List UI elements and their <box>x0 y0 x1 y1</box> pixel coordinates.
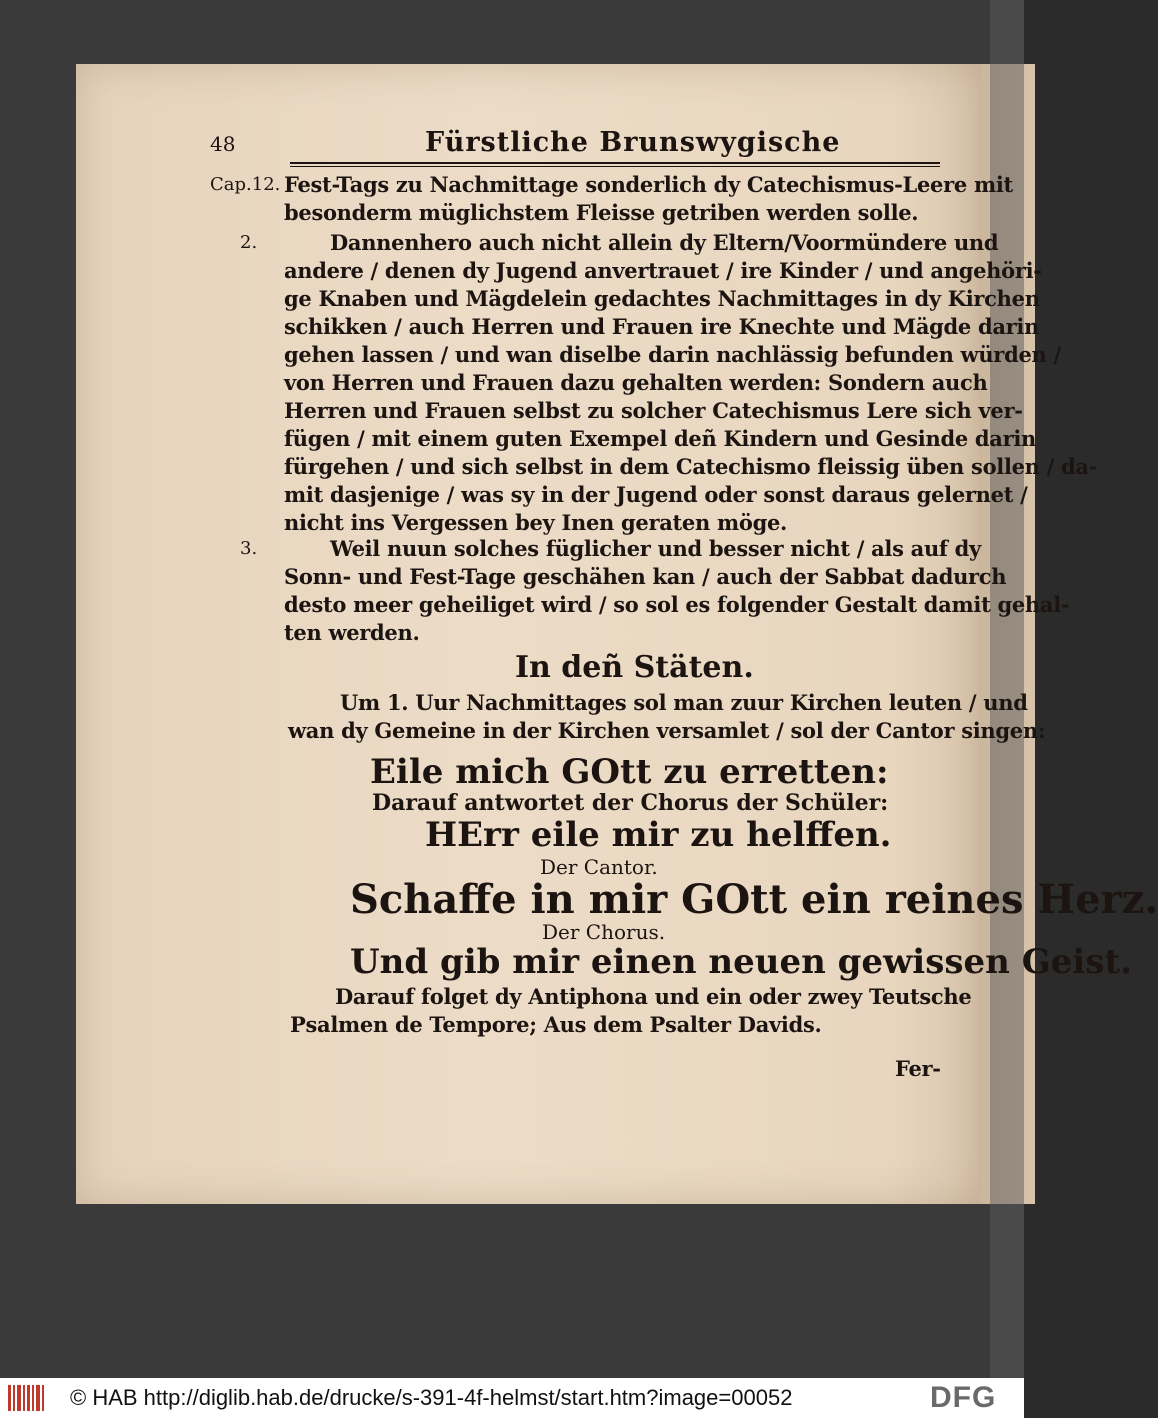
liturgy-rubric: Darauf antwortet der Chorus der Schüler: <box>372 790 889 816</box>
text-line: Darauf folget dy Antiphona und ein oder zwey Teutsche <box>335 984 972 1009</box>
text-line: ge Knaben und Mägdelein gedachtes Nachmittages in dy Kirchen <box>284 286 1040 311</box>
text-line: fürgehen / und sich selbst in dem Catechismo fleissig üben sollen / da- <box>284 454 1098 479</box>
paragraph-number: 2. <box>240 232 258 253</box>
text-line: ten werden. <box>284 620 420 645</box>
text-line: mit dasjenige / was sy in der Jugend oder sonst daraus gelernet / <box>284 482 1028 507</box>
text-line: Psalmen de Tempore; Aus dem Psalter Davids. <box>290 1012 822 1037</box>
liturgy-verse: HErr eile mir zu helffen. <box>425 815 892 855</box>
credit-link[interactable]: © HAB http://diglib.hab.de/drucke/s-391-4f-helmst/start.htm?image=00052 <box>70 1385 793 1410</box>
text-line: wan dy Gemeine in der Kirchen versamlet / sol der Cantor singen: <box>288 718 1046 743</box>
text-line: andere / denen dy Jugend anvertrauet / ire Kinder / und angehöri- <box>284 258 1042 283</box>
header-rule-thin <box>290 166 940 167</box>
text-line: von Herren und Frauen dazu gehalten werden: Sondern auch <box>284 370 988 395</box>
text-line: Fest-Tags zu Nachmittage sonderlich dy Catechismus-Leere mit <box>284 172 1013 197</box>
text-line: Sonn- und Fest-Tage geschähen kan / auch der Sabbat dadurch <box>284 564 1007 589</box>
text-line: fügen / mit einem guten Exempel deñ Kindern und Gesinde darin <box>284 426 1037 451</box>
binding-strip <box>990 0 1024 1378</box>
barcode-icon <box>8 1383 48 1413</box>
liturgy-verse: Eile mich GOtt zu erretten: <box>370 752 889 792</box>
text-line: schikken / auch Herren und Frauen ire Knechte und Mägde darin <box>284 314 1040 339</box>
chapter-marker: Cap.12. <box>210 174 281 195</box>
text-line: Weil nuun solches füglicher und besser nicht / als auf dy <box>330 536 981 561</box>
text-line: besonderm müglichstem Fleisse getriben werden solle. <box>284 200 919 225</box>
liturgy-verse: Und gib mir einen neuen gewissen Geist. <box>350 942 1132 982</box>
page-number: 48 <box>210 132 236 156</box>
header-rule <box>290 162 940 164</box>
text-line: desto meer geheiliget wird / so sol es folgender Gestalt damit gehal- <box>284 592 1070 617</box>
catchword: Fer- <box>895 1056 941 1081</box>
liturgy-verse: Schaffe in mir GOtt ein reines Herz. <box>350 876 1158 923</box>
dfg-logo: DFG <box>930 1381 997 1414</box>
running-title: Fürstliche Brunswygische <box>425 127 841 158</box>
text-line: Dannenhero auch nicht allein dy Eltern/Voormündere und <box>330 230 999 255</box>
text-line: gehen lassen / und wan diselbe darin nachlässig befunden würden / <box>284 342 1061 367</box>
liturgy-rubric: Der Chorus. <box>542 920 666 944</box>
paragraph-number: 3. <box>240 538 258 559</box>
liturgy-rubric: Der Cantor. <box>540 855 658 879</box>
text-line: Um 1. Uur Nachmittages sol man zuur Kirchen leuten / und <box>340 690 1028 715</box>
text-line: nicht ins Vergessen bey Inen geraten möge. <box>284 510 788 535</box>
text-line: Herren und Frauen selbst zu solcher Catechismus Lere sich ver- <box>284 398 1023 423</box>
section-heading: In deñ Stäten. <box>515 650 754 685</box>
